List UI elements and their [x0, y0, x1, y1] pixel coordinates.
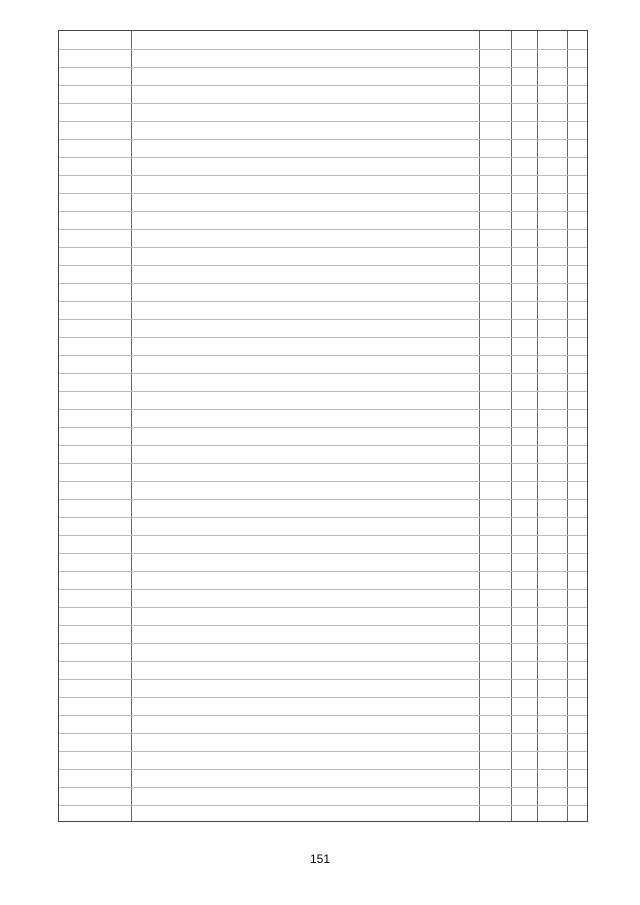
row-divider [59, 85, 587, 86]
row-divider [59, 769, 587, 770]
row-divider [59, 517, 587, 518]
row-divider [59, 535, 587, 536]
row-divider [59, 139, 587, 140]
row-divider [59, 409, 587, 410]
column-divider [479, 31, 480, 821]
row-divider [59, 643, 587, 644]
column-divider [511, 31, 512, 821]
row-divider [59, 265, 587, 266]
column-divider [567, 31, 568, 821]
row-divider [59, 787, 587, 788]
row-divider [59, 733, 587, 734]
row-divider [59, 607, 587, 608]
row-divider [59, 67, 587, 68]
column-divider [131, 31, 132, 821]
row-divider [59, 175, 587, 176]
row-divider [59, 229, 587, 230]
page-number: 151 [309, 852, 331, 866]
row-divider [59, 337, 587, 338]
row-divider [59, 679, 587, 680]
row-divider [59, 553, 587, 554]
row-divider [59, 805, 587, 806]
row-divider [59, 391, 587, 392]
row-divider [59, 499, 587, 500]
row-divider [59, 751, 587, 752]
column-divider [537, 31, 538, 821]
row-divider [59, 193, 587, 194]
row-divider [59, 571, 587, 572]
row-divider [59, 355, 587, 356]
row-divider [59, 481, 587, 482]
row-divider [59, 319, 587, 320]
row-divider [59, 103, 587, 104]
row-divider [59, 373, 587, 374]
row-divider [59, 463, 587, 464]
row-divider [59, 589, 587, 590]
row-divider [59, 247, 587, 248]
row-divider [59, 661, 587, 662]
row-divider [59, 157, 587, 158]
row-divider [59, 427, 587, 428]
row-divider [59, 211, 587, 212]
row-divider [59, 715, 587, 716]
row-divider [59, 697, 587, 698]
row-divider [59, 121, 587, 122]
row-divider [59, 283, 587, 284]
row-divider [59, 625, 587, 626]
row-divider [59, 445, 587, 446]
works-table [58, 30, 588, 822]
row-divider [59, 301, 587, 302]
row-divider [59, 49, 587, 50]
